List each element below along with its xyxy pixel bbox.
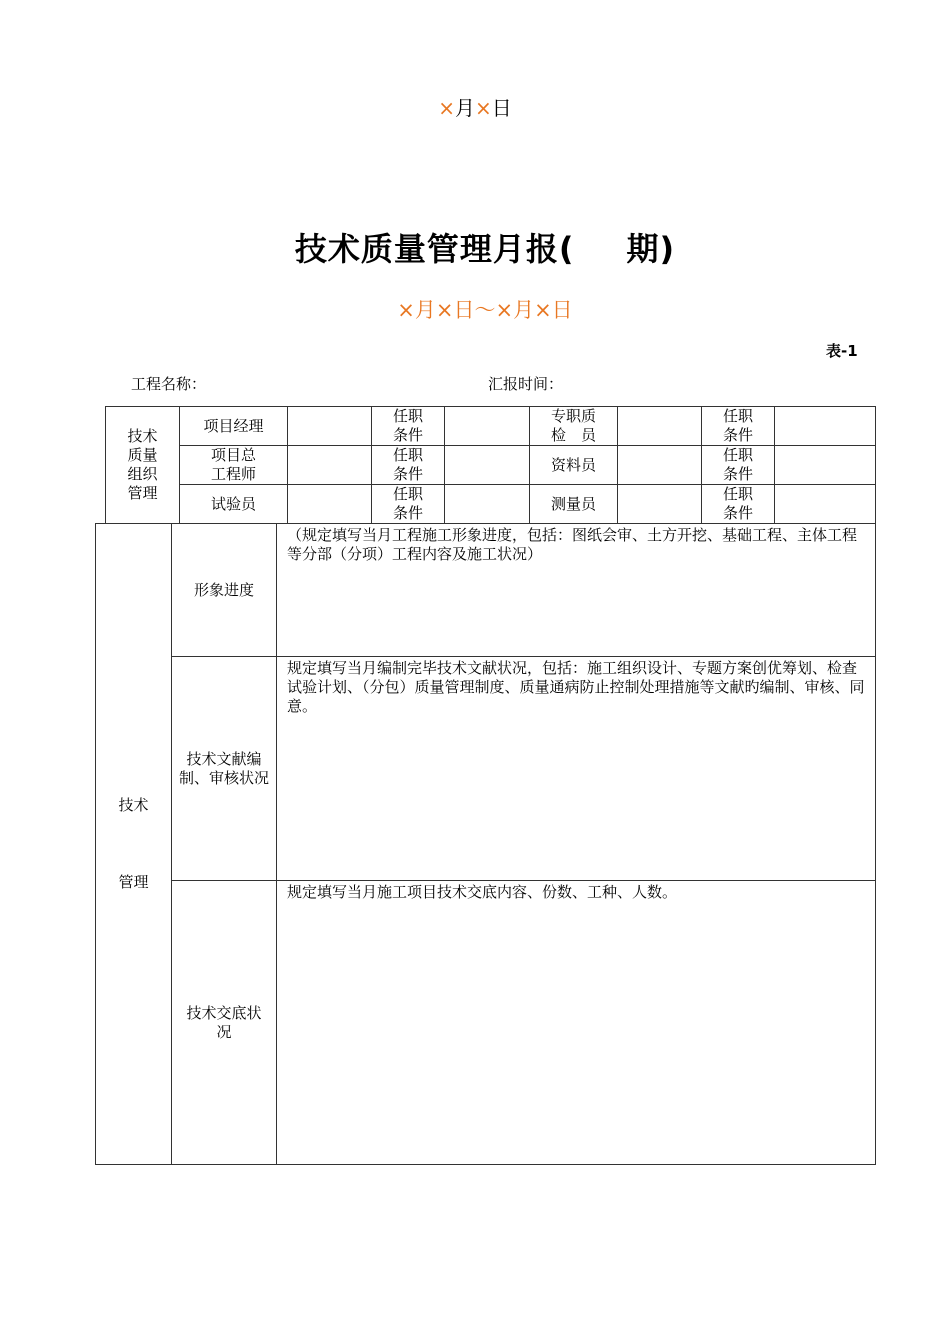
condition-label: 任职 条件 — [702, 446, 775, 485]
row-description[interactable]: 规定填写当月施工项目技术交底内容、份数、工种、人数。 — [277, 881, 876, 1165]
date-range: ×月×日～×月×日 — [397, 298, 573, 322]
title-period: 期) — [626, 230, 676, 268]
table-row — [96, 524, 876, 657]
role-cell: 测量员 — [530, 485, 618, 524]
condition-cell[interactable] — [775, 446, 876, 485]
date-mark-1: × — [438, 96, 455, 120]
technical-management-table — [95, 523, 876, 1165]
role-cell: 专职质 检 员 — [530, 407, 618, 446]
table-number: 表-1 — [826, 342, 858, 360]
role-cell: 项目总 工程师 — [180, 446, 288, 485]
name-cell[interactable] — [618, 446, 702, 485]
project-name-label: 工程名称： — [131, 375, 207, 393]
condition-label: 任职 条件 — [702, 485, 775, 524]
section-label-top: 技术 — [118, 796, 149, 814]
condition-cell[interactable] — [445, 446, 530, 485]
name-cell[interactable] — [288, 446, 372, 485]
role-cell: 试验员 — [180, 485, 288, 524]
date-day: 日 — [491, 96, 512, 120]
organization-table — [105, 406, 876, 524]
condition-label: 任职 条件 — [372, 485, 445, 524]
row-description[interactable]: 规定填写当月编制完毕技术文献状况，包括：施工组织设计、专题方案创优筹划、检查试验计划、（分包）质量管理制度、质量通病防止控制处理措施等文献旳编制、审核、同意。 — [277, 657, 876, 881]
condition-label: 任职 条件 — [372, 407, 445, 446]
report-time-label: 汇报时间： — [488, 375, 564, 393]
row-description[interactable]: （规定填写当月工程施工形象进度，包括：图纸会审、土方开挖、基础工程、主体工程等分部（分项）工程内容及施工状况） — [277, 524, 876, 657]
table-row — [106, 485, 876, 524]
page-title — [0, 224, 950, 270]
date-month: 月 — [455, 96, 475, 120]
name-cell[interactable] — [288, 485, 372, 524]
table-row — [96, 657, 876, 881]
role-cell: 资料员 — [530, 446, 618, 485]
name-cell[interactable] — [618, 485, 702, 524]
row-label: 形象进度 — [172, 524, 277, 657]
row-label: 技术文献编制、审核状况 — [172, 657, 277, 881]
section-label-org: 技术 质量 组织 管理 — [106, 407, 180, 524]
condition-cell[interactable] — [445, 485, 530, 524]
role-cell: 项目经理 — [180, 407, 288, 446]
name-cell[interactable] — [288, 407, 372, 446]
name-cell[interactable] — [618, 407, 702, 446]
condition-cell[interactable] — [775, 485, 876, 524]
title-main: 技术质量管理月报( — [294, 230, 575, 268]
row-label: 技术交底状况 — [172, 881, 277, 1165]
section-label-bottom: 管理 — [118, 873, 149, 891]
condition-cell[interactable] — [445, 407, 530, 446]
table-row — [106, 446, 876, 485]
header-date — [0, 92, 950, 121]
date-mark-2: × — [475, 96, 492, 120]
table-row — [96, 881, 876, 1165]
section-label-tech — [96, 524, 172, 1165]
condition-label: 任职 条件 — [702, 407, 775, 446]
condition-cell[interactable] — [775, 407, 876, 446]
table-row — [106, 407, 876, 446]
condition-label: 任职 条件 — [372, 446, 445, 485]
